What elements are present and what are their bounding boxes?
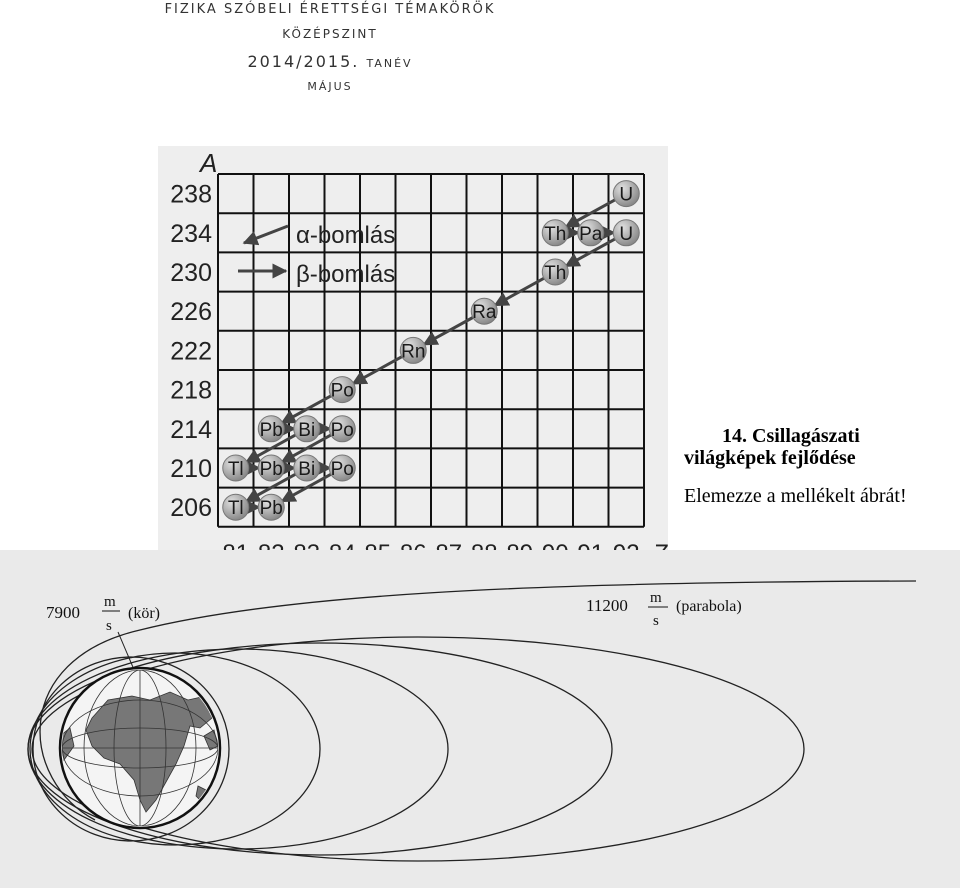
header-subject: FIZIKA SZÓBELI ÉRETTSÉGI TÉMAKÖRÖK [164,2,496,17]
circle-unit-num: m [104,594,116,610]
decay-chart-image [158,146,668,550]
nuclide-label: Po [330,419,354,441]
legend-alpha-label: α-bomlás [296,222,396,249]
earth-globe-icon [60,668,220,828]
parabola-unit-num: m [650,590,662,606]
y-tick-label: 234 [170,219,212,248]
header-year-value: 2014/2015. [247,52,360,71]
nuclide-label: Th [544,263,567,284]
nuclide-label: Po [330,459,354,480]
parabola-label: (parabola) [676,598,742,615]
nuclide-label: Pb [259,459,283,480]
y-tick-label: 230 [170,259,212,287]
y-tick-label: 210 [170,455,212,483]
nuclide-label: U [619,223,634,245]
nuclide-label: Tl [227,498,244,520]
header-year [0,52,660,71]
header-year-suffix: TANÉV [366,57,413,70]
topic-title-line2: világképek fejlődése [684,447,856,469]
circle-speed: 7900 [46,603,80,622]
nuclide-label: Bi [298,419,316,441]
y-tick-label: 238 [170,180,212,209]
topic-instruction: Elemezze a mellékelt ábrát! [684,485,907,507]
nuclide-label: Pa [579,223,603,245]
y-tick-label: 222 [170,337,212,366]
nuclide-label: Tl [227,459,244,480]
circle-label: (kör) [128,605,160,622]
nuclide-label: Bi [298,459,316,480]
parabola-unit-den: s [653,613,659,629]
header-level: KÖZÉPSZINT [282,27,378,41]
topic-section [684,425,940,509]
nuclide-label: Pb [259,419,283,441]
y-tick-label: 226 [170,298,212,327]
nuclide-label: Th [544,223,567,245]
orbit-figure [0,550,960,888]
topic-title-line1: 14. Csillagászati [722,425,860,447]
orbit-figure-image [0,550,960,888]
nuclide-label: Rn [401,341,426,363]
nuclide-label: Po [330,380,354,402]
legend-beta-label: β-bomlás [296,261,396,288]
y-tick-label: 218 [170,376,212,405]
nuclide-label: Pb [259,498,283,520]
parabola-speed: 11200 [586,596,628,615]
decay-legend [238,222,395,288]
alpha-arrow-icon [244,226,288,243]
decay-y-axis-label: A [200,148,218,178]
nuclide-label: U [619,184,634,206]
header-month: MÁJUS [307,80,353,93]
y-tick-label: 214 [170,415,212,444]
decay-y-ticks [170,181,212,523]
circle-unit-den: s [106,618,112,634]
topic-title [684,425,940,469]
y-tick-label: 206 [170,494,212,523]
nuclide-label: Ra [472,302,497,324]
decay-chart [158,146,668,550]
